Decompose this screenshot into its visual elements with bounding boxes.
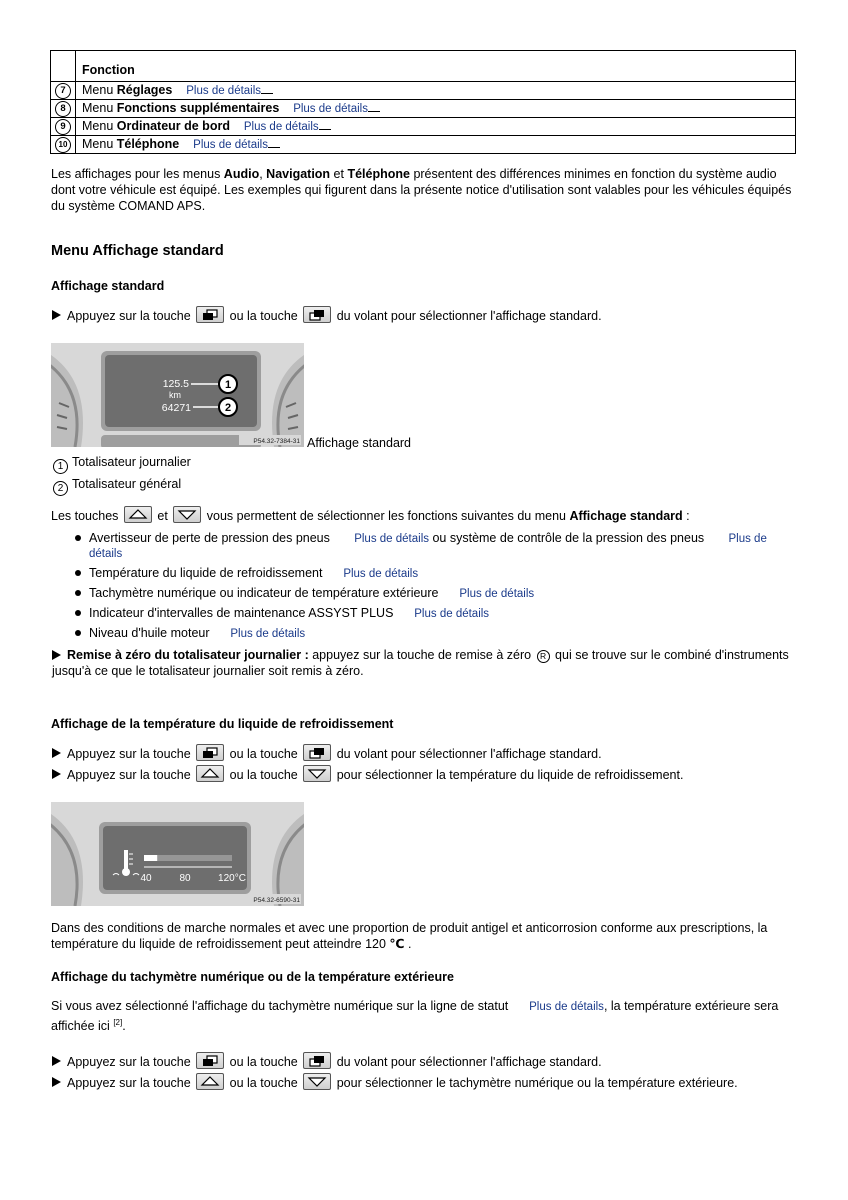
number-8-icon: 8 [55, 101, 71, 117]
list-item: Avertisseur de perte de pression des pneus Plus de détails ou système de contrôle de la pression des pneus Plus de détails [52, 531, 798, 561]
window-left-key-icon [196, 306, 224, 323]
details-link[interactable]: Plus de détails [186, 84, 262, 97]
total-value: 64271 [161, 402, 191, 414]
figure-code: P54.32-7384-31 [253, 438, 300, 445]
table-row: 9 Menu Ordinateur de bord Plus de détails [51, 118, 796, 136]
tachometer-paragraph: Si vous avez sélectionné l'affichage du tachymètre numérique sur la ligne de statut Plus de détails, la température extérieure sera affichée ici [2]. [51, 999, 779, 1034]
menu-name: Réglages [116, 82, 173, 97]
up-key-icon [196, 765, 224, 782]
scale-label: 80 [179, 873, 191, 884]
reset-instruction: Remise à zéro du totalisateur journalier : appuyez sur la touche de remise à zéro R qui se trouve sur le combiné d'instruments jusqu'à ce que le totalisateur journalier soit remis à zéro. [52, 648, 789, 678]
scale-label: 120°C [218, 873, 246, 884]
callout-1: 1 [224, 379, 232, 391]
instruction-step: Appuyez sur la touche ou la touche du volant pour sélectionner l'affichage standard. [52, 1051, 602, 1073]
arrow-bullet-icon [52, 1056, 61, 1066]
details-link[interactable]: Plus de détails [414, 608, 490, 620]
table-row: 10 Menu Téléphone Plus de détails [51, 136, 796, 154]
up-key-icon [196, 1073, 224, 1090]
table-row: 8 Menu Fonctions supplémentaires Plus de détails [51, 100, 796, 118]
list-item: Niveau d'huile moteur Plus de détails [52, 626, 798, 641]
list-item: Indicateur d'intervalles de maintenance ASSYST PLUS Plus de détails [52, 606, 798, 621]
details-link[interactable]: Plus de détails [529, 1001, 604, 1013]
trip-value: 125.5 [162, 378, 189, 390]
instruction-step: Appuyez sur la touche ou la touche du volant pour sélectionner l'affichage standard. [52, 743, 602, 765]
table-header-row [51, 51, 796, 82]
function-table [50, 50, 796, 154]
number-1-icon: 1 [53, 459, 68, 474]
arrow-bullet-icon [52, 650, 61, 660]
window-right-key-icon [303, 306, 331, 323]
instruction-step: Appuyez sur la touche ou la touche du volant pour sélectionner l'affichage standard. [52, 305, 602, 327]
arrow-bullet-icon [52, 1077, 61, 1087]
down-key-icon [303, 765, 331, 782]
coolant-gauge-fill [144, 855, 157, 861]
number-9-icon: 9 [55, 119, 71, 135]
number-2-icon: 2 [53, 481, 68, 496]
coolant-paragraph: Dans des conditions de marche normales et avec une proportion de produit antigel et anticorrosion conforme aux prescriptions, la température du liquide de refroidissement peut atteindre 120 ℃ . [51, 921, 768, 951]
subsection-title: Affichage standard [51, 279, 165, 293]
details-link[interactable]: Plus de détails [243, 120, 319, 133]
coolant-display-figure [51, 802, 304, 906]
number-10-icon: 10 [55, 137, 71, 153]
callout-2: 2 [224, 402, 232, 414]
window-left-key-icon [196, 744, 224, 761]
intro-paragraph: Les affichages pour les menus Audio, Navigation et Téléphone présentent des différences minimes en fonction du système audio dont votre véhicule est équipé. Les exemples qui figurent dans la présente notice d'utilisation sont valables pour les véhicules équipés du système COMAND APS. [51, 167, 792, 213]
down-key-icon [303, 1073, 331, 1090]
details-link[interactable]: Plus de détails [230, 628, 306, 640]
subsection-title: Affichage du tachymètre numérique ou de la température extérieure [51, 970, 454, 984]
arrow-bullet-icon [52, 748, 61, 758]
figure-caption: Affichage standard [307, 436, 412, 450]
figure-code: P54.32-6590-31 [253, 897, 300, 904]
table-header: Fonction [76, 51, 796, 82]
up-key-icon [124, 506, 152, 523]
instruction-step: Appuyez sur la touche ou la touche pour sélectionner le tachymètre numérique ou la température extérieure. [52, 1072, 738, 1094]
window-left-key-icon [196, 1052, 224, 1069]
number-7-icon: 7 [55, 83, 71, 99]
reset-button-icon: R [537, 650, 550, 663]
legend-item: 1 Totalisateur journalier [53, 455, 191, 474]
subsection-title: Affichage de la température du liquide de refroidissement [51, 717, 394, 731]
details-link[interactable]: Plus de détails [193, 138, 268, 151]
arrow-bullet-icon [52, 310, 61, 320]
instruction-step: Appuyez sur la touche ou la touche pour sélectionner la température du liquide de refroidissement. [52, 764, 683, 786]
details-link[interactable]: Plus de détails [459, 588, 535, 600]
section-title: Menu Affichage standard [51, 243, 224, 259]
menu-name: Ordinateur de bord [116, 118, 230, 133]
list-item: Tachymètre numérique ou indicateur de température extérieure Plus de détails [52, 586, 798, 601]
legend-item: 2 Totalisateur général [53, 477, 181, 496]
list-item: Température du liquide de refroidissement Plus de détails [52, 566, 798, 581]
details-link[interactable]: Plus de détails [343, 568, 419, 580]
details-link[interactable]: Plus de détails [89, 533, 767, 560]
touches-paragraph: Les touches et vous permettent de sélectionner les fonctions suivantes du menu Affichage standard : [51, 506, 690, 526]
details-link[interactable]: Plus de détails [293, 102, 368, 115]
scale-label: 40 [140, 873, 152, 884]
menu-name: Fonctions supplémentaires [116, 100, 280, 115]
window-right-key-icon [303, 1052, 331, 1069]
window-right-key-icon [303, 744, 331, 761]
function-list [52, 531, 798, 646]
standard-display-figure [51, 343, 304, 447]
menu-name: Téléphone [116, 136, 180, 151]
arrow-bullet-icon [52, 769, 61, 779]
down-key-icon [173, 506, 201, 523]
table-row: 7 Menu Réglages Plus de détails [51, 82, 796, 100]
trip-unit: km [169, 390, 181, 400]
details-link[interactable]: Plus de détails [354, 533, 429, 545]
